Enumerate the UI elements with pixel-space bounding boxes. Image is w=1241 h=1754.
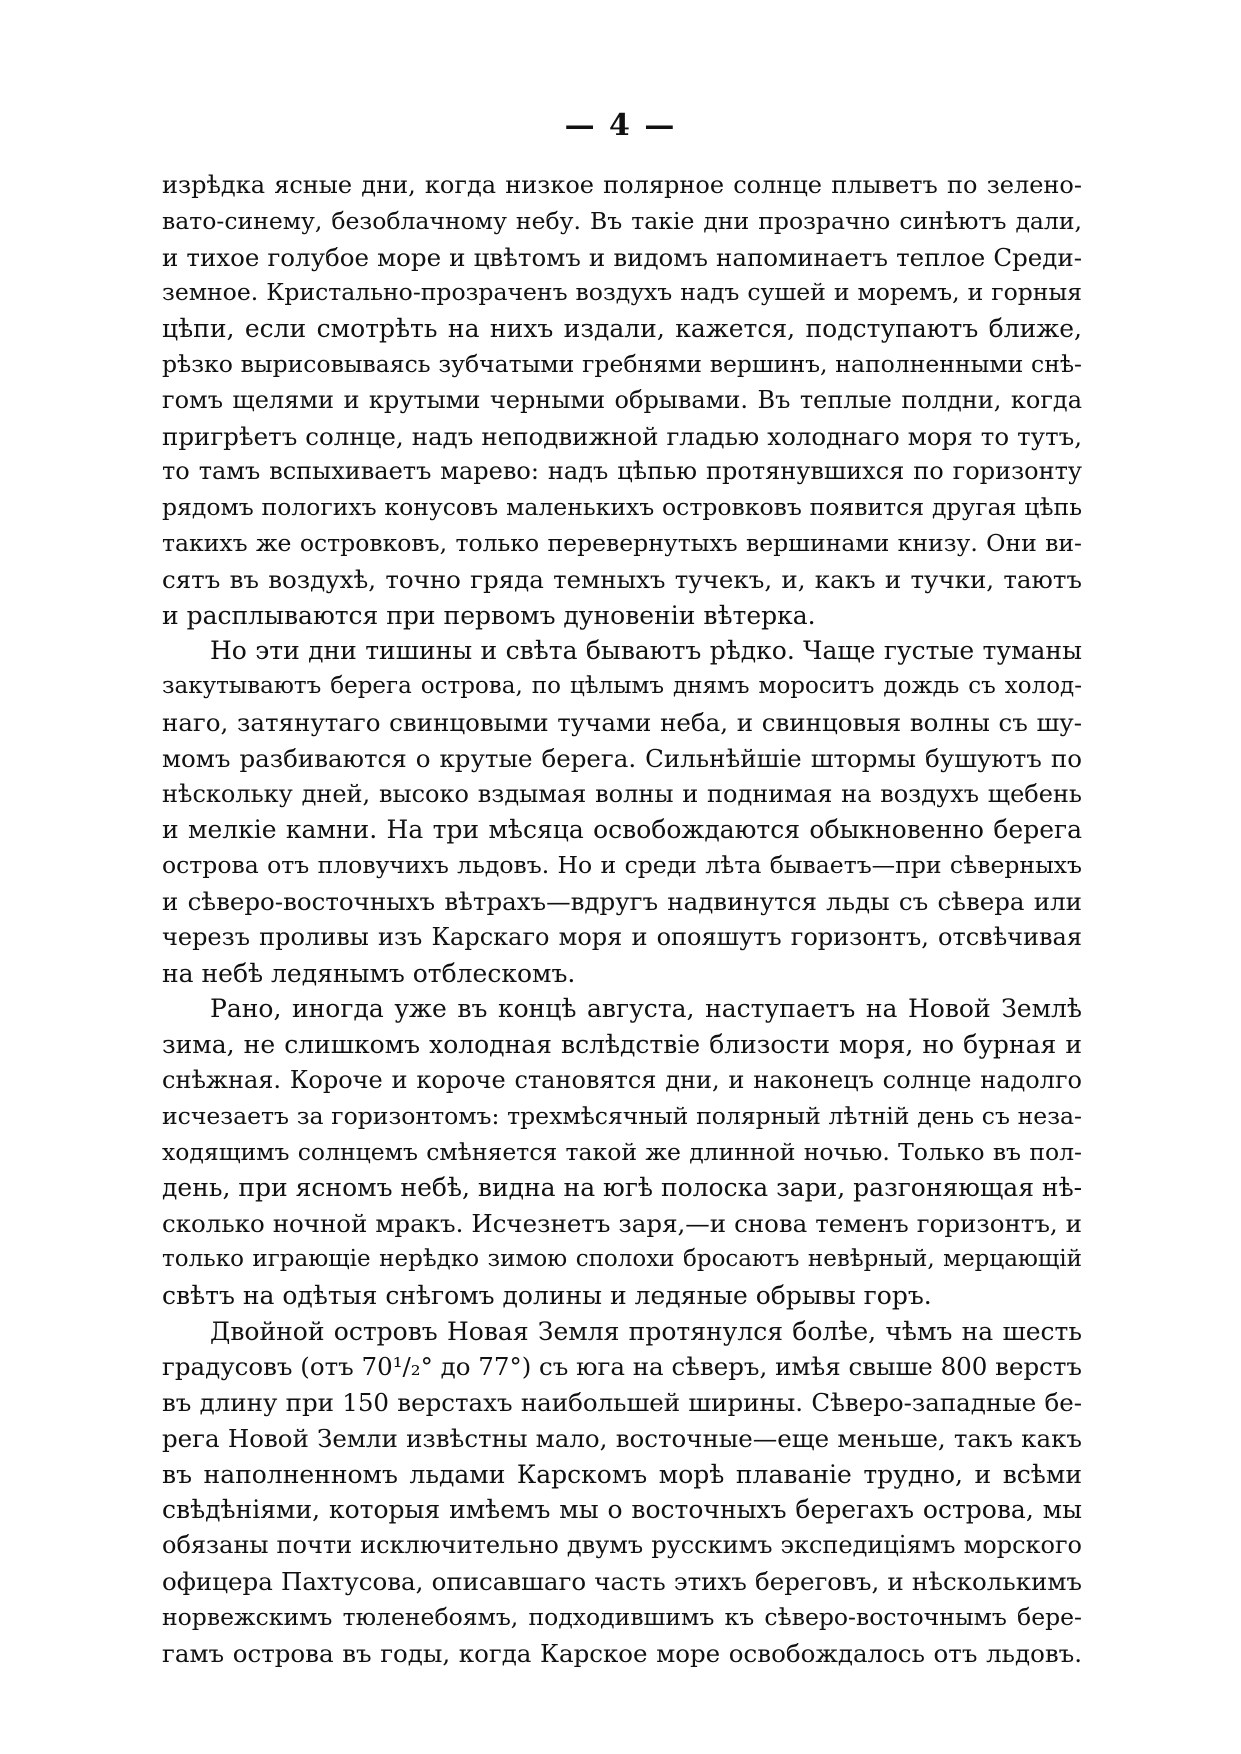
text-line: въ длину при 150 верстахъ наибольшей ширины. Сѣверо-западные бе- [162,1388,1082,1418]
text-line: пригрѣетъ солнце, надъ неподвижной гладью холоднаго моря то тутъ, [162,421,1082,451]
text-line: рѣзко вырисовываясь зубчатыми гребнями вершинъ, наполненными снѣ- [162,349,1082,378]
text-line: изрѣдка ясные дни, когда низкое полярное солнце плыветъ по зелено- [162,171,1082,199]
text-line: день, при ясномъ небѣ, видна на югѣ полоска зари, разгоняющая нѣ- [162,1173,1082,1203]
text-line: то тамъ вспыхиваетъ марево: надъ цѣпью протянувшихся по горизонту [162,457,1082,486]
text-line: норвежскимъ тюленебоямъ, подходившимъ къ сѣверо-восточнымъ бере- [162,1602,1082,1631]
text-line: офицера Пахтусова, описавшаго часть этихъ береговъ, и нѣсколькимъ [162,1567,1082,1597]
text-line: гомъ щелями и крутыми черными обрывами. Въ теплые полдни, когда [162,385,1082,414]
text-line: такихъ же островковъ, только перевернутыхъ вершинами книзу. Они ви- [162,528,1082,557]
text-line: градусовъ (отъ 70¹/₂° до 77°) съ юга на сѣверъ, имѣя свыше 800 верстъ [162,1352,1082,1382]
text-line: Рано, иногда уже въ концѣ августа, наступаетъ на Новой Землѣ [210,994,1082,1024]
text-line: наго, затянутаго свинцовыми тучами неба, и свинцовыя волны съ шу- [162,707,1082,737]
text-line: момъ разбиваются о крутые берега. Сильнѣйшіе штормы бушуютъ по [162,743,1082,773]
text-line: земное. Кристально-прозраченъ воздухъ надъ сушей и моремъ, и горныя [162,278,1082,307]
text-line: сколько ночной мракъ. Исчезнетъ заря,—и снова теменъ горизонтъ, и [162,1209,1082,1239]
paragraph-2 [162,633,1082,991]
text-line: нѣскольку дней, высоко вздымая волны и поднимая на воздухъ щебень [162,779,1082,808]
text-line: на небѣ ледянымъ отблескомъ. [162,958,576,988]
text-line: ходящимъ солнцемъ смѣняется такой же длинной ночью. Только въ пол- [162,1137,1082,1166]
text-line: Двойной островъ Новая Земля протянулся болѣе, чѣмъ на шесть [210,1316,1082,1346]
text-line: закутываютъ берега острова, по цѣлымъ днямъ мороситъ дождь съ холод- [162,673,1082,700]
text-line: гамъ острова въ годы, когда Карское море освобождалось отъ льдовъ. [162,1638,1082,1668]
text-line: исчезаетъ за горизонтомъ: трехмѣсячный полярный лѣтній день съ неза- [162,1101,1082,1130]
text-line: свѣдѣніями, которыя имѣемъ мы о восточныхъ берегахъ острова, мы [162,1495,1082,1525]
text-line: цѣпи, если смотрѣть на нихъ издали, кажется, подступаютъ ближе, [162,314,1082,344]
text-line: рядомъ пологихъ конусовъ маленькихъ островковъ появится другая цѣпь [162,493,1082,522]
text-line: и мелкіе камни. На три мѣсяца освобождаются обыкновенно берега [162,815,1082,845]
paragraph-1 [162,168,1082,633]
text-line: снѣжная. Короче и короче становятся дни, и наконецъ солнце надолго [162,1065,1082,1094]
text-line: острова отъ пловучихъ льдовъ. Но и среди лѣта бываетъ—при сѣверныхъ [162,851,1082,880]
text-line: рега Новой Земли извѣстны мало, восточные—еще меньше, такъ какъ [162,1423,1082,1453]
body-text [162,168,1082,1671]
text-line: только играющіе нерѣдко зимою сполохи бросаютъ невѣрный, мерцающій [162,1245,1082,1272]
text-line: Но эти дни тишины и свѣта бываютъ рѣдко. Чаще густые туманы [210,636,1082,666]
text-line: и сѣверо-восточныхъ вѣтрахъ—вдругъ надвинутся льды съ сѣвера или [162,886,1082,916]
text-line: черезъ проливы изъ Карскаго моря и опояшутъ горизонтъ, отсвѣчивая [162,922,1082,951]
text-line: обязаны почти исключительно двумъ русскимъ экспедиціямъ морского [162,1531,1082,1560]
text-line: свѣтъ на одѣтыя снѣгомъ долины и ледяные обрывы горъ. [162,1280,932,1310]
text-line: вато-синему, безоблачному небу. Въ такіе дни прозрачно синѣютъ дали, [162,206,1082,235]
text-line: и тихое голубое море и цвѣтомъ и видомъ напоминаетъ теплое Среди- [162,242,1082,272]
text-line: въ наполненномъ льдами Карскомъ морѣ плаваніе трудно, и всѣми [162,1459,1082,1489]
paragraph-3 [162,991,1082,1313]
text-line: зима, не слишкомъ холодная вслѣдствіе близости моря, но бурная и [162,1030,1082,1060]
text-line: и расплываются при первомъ дуновеніи вѣтерка. [162,600,816,630]
text-line: сятъ въ воздухѣ, точно гряда темныхъ тучекъ, и, какъ и тучки, таютъ [162,564,1082,594]
page-number: — 4 — [564,108,677,143]
paragraph-4 [162,1314,1082,1672]
